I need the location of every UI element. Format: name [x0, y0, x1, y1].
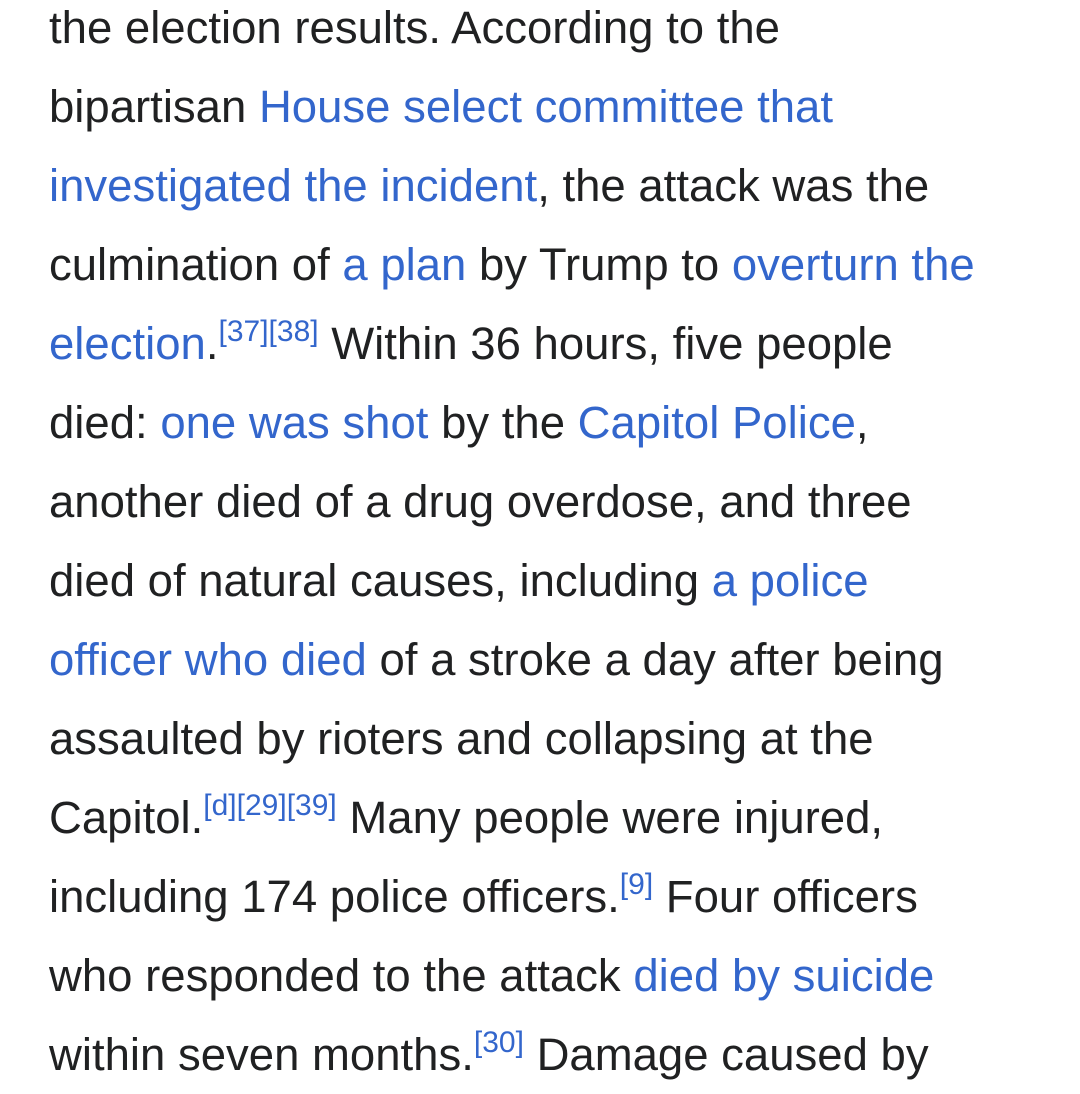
citation-30 — [474, 1026, 524, 1059]
citation-note-d — [203, 789, 236, 822]
text-line — [49, 699, 1059, 778]
text-line — [49, 1015, 1059, 1094]
text-line — [49, 857, 1059, 936]
text-line — [49, 304, 1059, 383]
link-capitol-police[interactable]: Capitol Police — [577, 397, 856, 448]
citation-37 — [219, 315, 269, 348]
citation-39 — [287, 789, 337, 822]
body-text: , — [855, 397, 869, 448]
text-line — [49, 462, 1059, 541]
citation-30-link[interactable]: [30] — [473, 1026, 524, 1059]
citation-29 — [237, 789, 287, 822]
body-text: another died of a drug overdose, and three — [49, 476, 912, 527]
citation-9-link[interactable]: [9] — [619, 868, 654, 901]
body-text: , the attack was the — [537, 160, 930, 211]
body-text: culmination of — [49, 239, 343, 290]
citation-39-link[interactable]: [39] — [286, 789, 337, 822]
link-died-by-suicide[interactable]: died by suicide — [633, 950, 935, 1001]
citation-37-link[interactable]: [37] — [218, 315, 269, 348]
body-text: Within 36 hours, five people — [318, 318, 893, 369]
link-overturn-the-election[interactable]: overturn the — [731, 239, 975, 290]
body-text: of a stroke a day after being — [366, 634, 944, 685]
link-house-select-committee[interactable]: investigated the incident — [49, 160, 538, 211]
body-text: Many people were injured, — [336, 792, 884, 843]
text-line — [49, 383, 1059, 462]
body-text: by the — [428, 397, 578, 448]
body-text: Damage caused by — [523, 1029, 929, 1080]
body-text: including 174 police officers. — [49, 871, 620, 922]
citation-9 — [620, 868, 653, 901]
body-text: the election results. According to the — [49, 2, 780, 53]
citation-38 — [269, 315, 319, 348]
citation-29-link[interactable]: [29] — [236, 789, 287, 822]
body-text: Capitol. — [49, 792, 204, 843]
body-text: assaulted by rioters and collapsing at the — [49, 713, 874, 764]
text-line — [49, 67, 1059, 146]
link-overturn-the-election[interactable]: election — [49, 318, 206, 369]
citation-note-d-link[interactable]: [d] — [203, 789, 237, 822]
link-police-officer-who-died[interactable]: a police — [711, 555, 869, 606]
body-text: who responded to the attack — [49, 950, 634, 1001]
text-line — [49, 936, 1059, 1015]
body-text: within seven months. — [49, 1029, 474, 1080]
body-text: . — [205, 318, 219, 369]
body-text: Four officers — [653, 871, 918, 922]
link-one-was-shot[interactable]: one was shot — [160, 397, 429, 448]
body-text: died: — [49, 397, 161, 448]
text-line — [49, 541, 1059, 620]
text-line — [49, 225, 1059, 304]
body-text: bipartisan — [49, 81, 259, 132]
link-a-plan[interactable]: a plan — [342, 239, 467, 290]
link-house-select-committee[interactable]: House select committee that — [258, 81, 833, 132]
text-line — [49, 0, 1059, 67]
link-police-officer-who-died[interactable]: officer who died — [49, 634, 367, 685]
text-line — [49, 146, 1059, 225]
text-line — [49, 778, 1059, 857]
citation-38-link[interactable]: [38] — [268, 315, 319, 348]
article-body — [49, 0, 1059, 1094]
text-line — [49, 620, 1059, 699]
body-text: by Trump to — [466, 239, 732, 290]
body-text: died of natural causes, including — [49, 555, 712, 606]
